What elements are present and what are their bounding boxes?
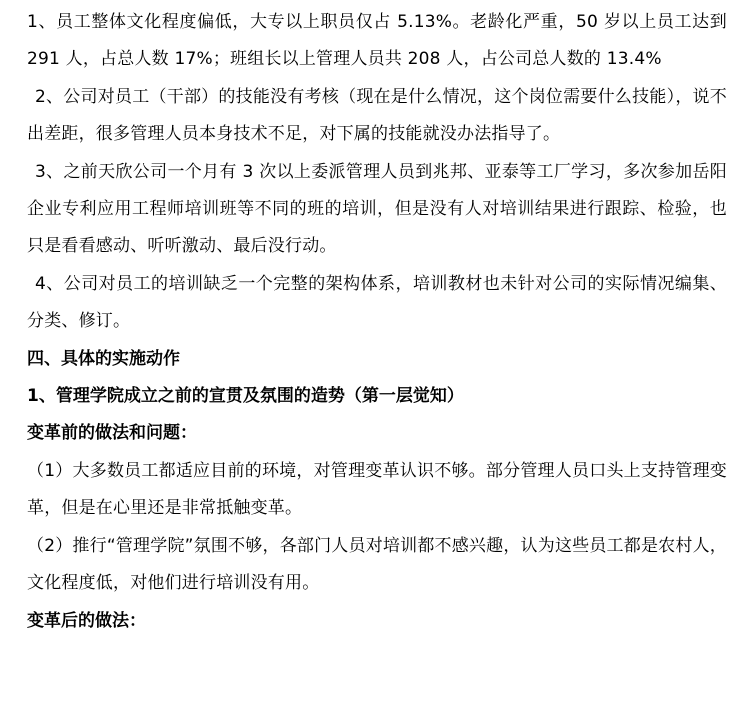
before-item-2: （2）推行“管理学院”氛围不够，各部门人员对培训都不感兴趣，认为这些员工都是农村人，文化程度低，对他们进行培训没有用。 <box>27 535 727 594</box>
before-item-1: （1）大多数员工都适应目前的环境，对管理变革认识不够。部分管理人员口头上支持管理变革，但是在心里还是非常抵触变革。 <box>27 460 727 519</box>
paragraph-3: 3、之前天欣公司一个月有 3 次以上委派管理人员到兆邦、亚泰等工厂学习，多次参加岳阳企业专利应用工程师培训班等不同的班的培训，但是没有人对培训结果进行跟踪、检验，也只是看看感动、听听激动、最后没行动。 <box>27 161 727 257</box>
subsection-heading: 1、管理学院成立之前的宣贯及氛围的造势（第一层觉知） <box>27 386 464 407</box>
document-page <box>27 4 727 640</box>
before-heading: 变革前的做法和问题： <box>27 423 197 444</box>
paragraph-2: 2、公司对员工（干部）的技能没有考核（现在是什么情况，这个岗位需要什么技能），说不出差距，很多管理人员本身技术不足，对下属的技能就没办法指导了。 <box>27 86 727 145</box>
paragraph-4: 4、公司对员工的培训缺乏一个完整的架构体系，培训教材也未针对公司的实际情况编集、分类、修订。 <box>27 273 727 332</box>
after-heading: 变革后的做法： <box>27 610 146 631</box>
section-heading: 四、具体的实施动作 <box>27 348 180 369</box>
paragraph-1: 1、员工整体文化程度偏低，大专以上职员仅占 5.13%。老龄化严重，50 岁以上员工达到 291 人，占总人数 17%；班组长以上管理人员共 208 人，占公司总人数的 13.4% <box>27 12 727 70</box>
